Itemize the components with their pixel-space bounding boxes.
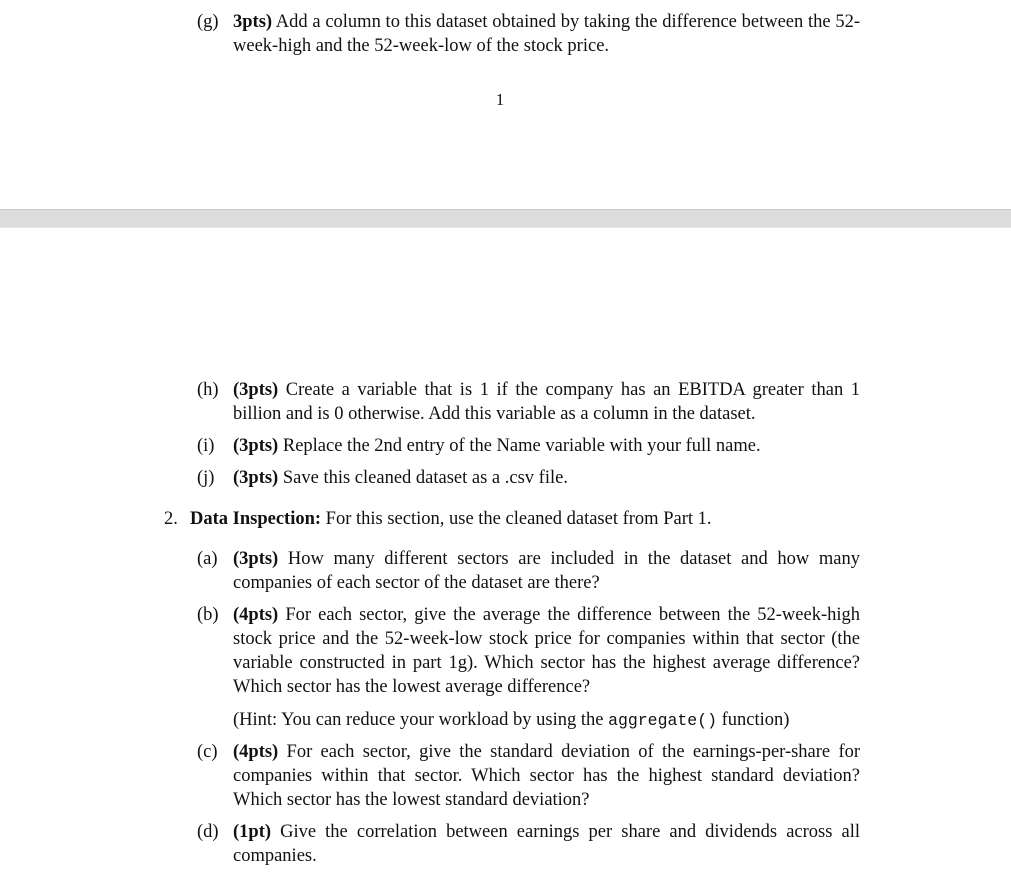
question-1j (197, 466, 860, 490)
question-text: Add a column to this dataset obtained by taking the difference between the 52-week-high and the 52-week-low of the stock price. (233, 12, 860, 56)
points-label: (1pt) (233, 822, 272, 842)
hint-suffix: function) (721, 710, 790, 730)
points-label: (3pts) (233, 380, 279, 400)
hint-code: aggregate() (608, 711, 717, 730)
hint-prefix: (Hint: You can reduce your workload by using the (233, 710, 604, 730)
question-label: (i) (197, 436, 215, 456)
question-text: How many different sectors are included in the dataset and how many companies of each sector of the dataset are there? (233, 549, 860, 593)
question-text: For each sector, give the average the difference between the 52-week-high stock price and the 52-week-low stock price for companies within that sector (the variable constructed in part 1g). Which sector has the highest average difference? Which sector has the lowest average difference? (233, 605, 861, 697)
question-label: (a) (197, 549, 218, 569)
question-2d (197, 820, 860, 868)
section-2-heading (164, 507, 860, 531)
question-text: Give the correlation between earnings per share and dividends across all companies. (233, 822, 860, 866)
points-label: (3pts) (233, 468, 279, 488)
question-label: (b) (197, 605, 219, 625)
question-label: (h) (197, 380, 219, 400)
points-label: (3pts) (233, 436, 279, 456)
points-label: (4pts) (233, 605, 279, 625)
question-text: For each sector, give the standard deviation of the earnings-per-share for companies within that sector. Which sector has the highest standard deviation? Which sector has the lowest standard deviation? (233, 742, 861, 810)
section-text: For this section, use the cleaned dataset from Part 1. (325, 509, 712, 529)
question-text: Replace the 2nd entry of the Name variable with your full name. (282, 436, 761, 456)
question-label: (j) (197, 468, 215, 488)
page-number: 1 (495, 90, 505, 109)
page-separator (0, 209, 1011, 228)
question-text: Save this cleaned dataset as a .csv file. (282, 468, 568, 488)
question-label: (g) (197, 12, 219, 32)
points-label: (3pts) (233, 549, 279, 569)
question-text: Create a variable that is 1 if the company has an EBITDA greater than 1 billion and is 0 otherwise. Add this variable as a column in the dataset. (233, 380, 860, 424)
question-label: (c) (197, 742, 218, 762)
section-number: 2. (164, 509, 178, 529)
question-2b-hint (233, 708, 860, 733)
points-label: 3pts) (233, 12, 273, 32)
points-label: (4pts) (233, 742, 279, 762)
question-label: (d) (197, 822, 219, 842)
question-1g (197, 10, 860, 58)
question-1h (197, 378, 860, 426)
question-2a (197, 547, 860, 595)
question-2c (197, 740, 861, 812)
question-2b (197, 603, 861, 699)
question-1i (197, 434, 860, 458)
section-title: Data Inspection: (190, 509, 322, 529)
